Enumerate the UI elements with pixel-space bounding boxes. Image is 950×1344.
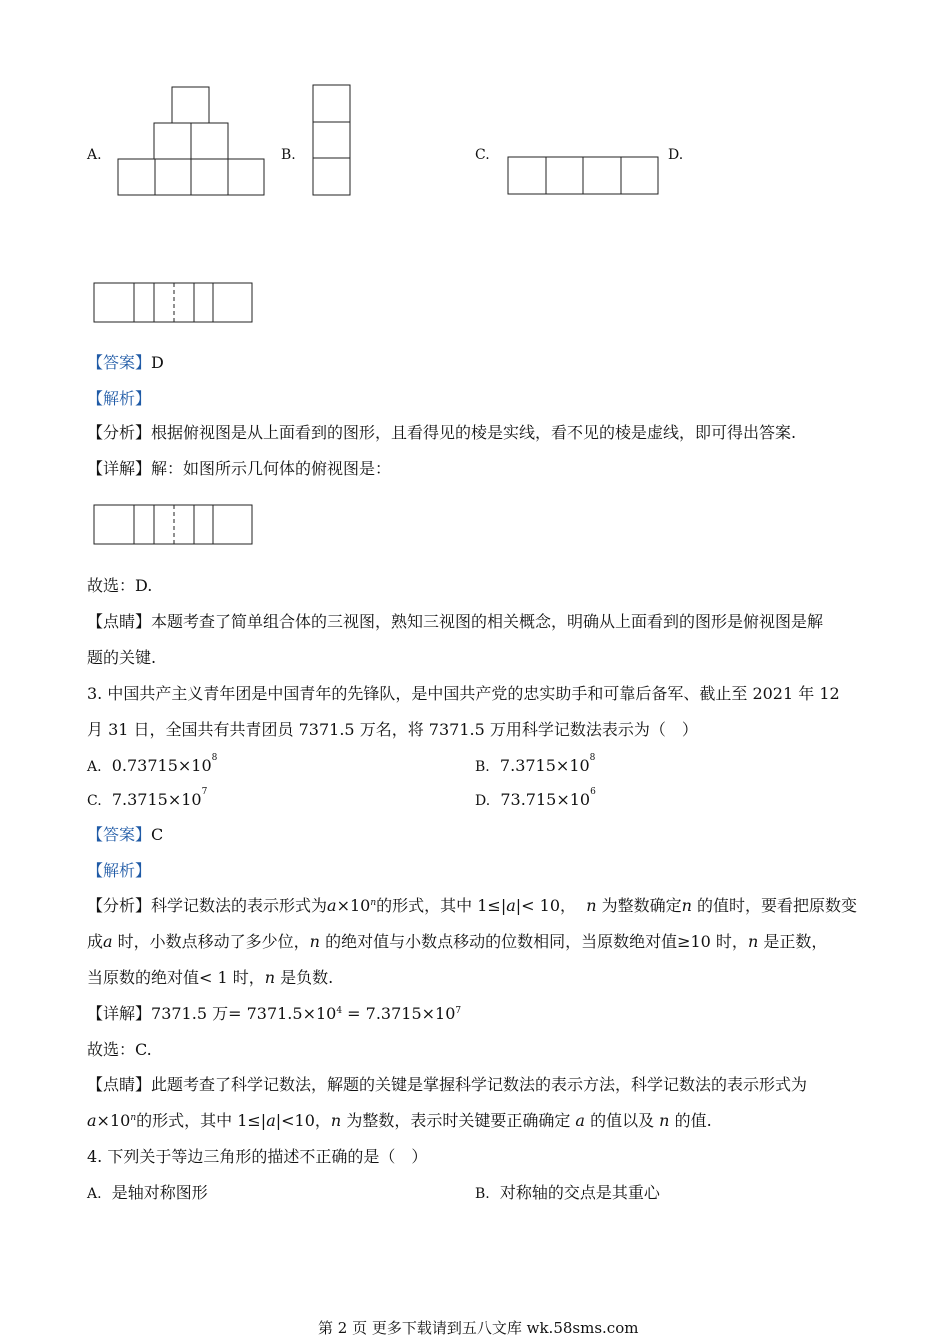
q2-dianjing-line-2: 题的关键.: [87, 648, 157, 667]
text: = 7.3715×10: [347, 1004, 456, 1023]
text: 为整数，表示时关键要正确确定: [346, 1111, 571, 1130]
option-a-figure: [118, 87, 264, 195]
dianjing-text: 此题考查了科学记数法，解题的关键是掌握科学记数法的表示方法，科学记数法的表示形式为: [151, 1075, 808, 1094]
option-c-label: C.: [475, 147, 490, 163]
xiangjie-text: 解：如图所示几何体的俯视图是：: [151, 459, 392, 478]
math-var: n: [309, 932, 320, 951]
dianjing-tag: 【点睛】: [87, 1075, 152, 1094]
q4-stem: 4. 下列关于等边三角形的描述不正确的是（ ）: [87, 1147, 428, 1166]
answer-tag: 【答案】: [87, 825, 152, 844]
text: ×10: [336, 896, 371, 915]
text: |<10，: [275, 1111, 331, 1130]
dianjing-tag: 【点睛】: [87, 612, 152, 631]
math-var: a: [87, 1111, 97, 1130]
option-label: D.: [475, 793, 491, 809]
text: 的值.: [674, 1111, 712, 1130]
q4-option-a: [87, 1183, 208, 1204]
q2-conclusion: 故选：D.: [87, 576, 153, 595]
math-exp: 4: [336, 1006, 343, 1016]
text: 为整数确定: [601, 896, 682, 915]
q3-fenxi-line-1: [87, 896, 857, 916]
option-exponent: 8: [211, 753, 218, 763]
math-var: a: [266, 1111, 276, 1130]
q3-fenxi-line-2: [87, 932, 827, 952]
option-label: A.: [87, 1186, 102, 1202]
option-d-label: D.: [668, 147, 684, 163]
answer-value: C: [151, 825, 164, 844]
math-var: n: [264, 968, 276, 987]
text: ×10: [96, 1111, 131, 1130]
q2-analysis-tag: 【解析】: [87, 389, 152, 408]
q3-option-d: [475, 787, 596, 811]
option-label: C.: [87, 793, 102, 809]
text: |< 10，: [515, 896, 577, 915]
option-text: 是轴对称图形: [111, 1183, 208, 1202]
math-var: a: [103, 932, 113, 951]
q3-stem-line-1: 3. 中国共产主义青年团是中国青年的先锋队，是中国共产党的忠实助手和可靠后备军、截止至 2021 年 12: [87, 684, 840, 703]
answer-tag: 【答案】: [87, 353, 152, 372]
q2-answer-line: [87, 353, 164, 373]
math-exp: n: [130, 1113, 137, 1123]
fenxi-tag: 【分析】: [87, 423, 152, 442]
q4-option-b: [475, 1183, 660, 1204]
math-var: n: [659, 1111, 670, 1130]
option-value: 73.715×10: [500, 790, 591, 809]
option-label: B.: [475, 759, 490, 775]
option-value: 0.73715×10: [111, 756, 212, 775]
q3-conclusion: 故选：C.: [87, 1040, 152, 1059]
text: 的值以及: [590, 1111, 655, 1130]
q2-dianjing-line-1: [87, 612, 823, 632]
text: 时，小数点移动了多少位，: [117, 932, 310, 951]
option-value: 7.3715×10: [111, 790, 202, 809]
fenxi-text: 根据俯视图是从上面看到的图形，且看得见的棱是实线，看不见的棱是虚线，即可得出答案.: [151, 423, 797, 442]
q3-option-c: [87, 787, 208, 811]
math-var: n: [747, 932, 759, 951]
q3-analysis-tag: 【解析】: [87, 861, 152, 880]
q3-stem-line-2: 月 31 日，全国共有共青团员 7371.5 万名，将 7371.5 万用科学记数法表示为（ ）: [87, 720, 698, 739]
xiangjie-tag: 【详解】: [87, 459, 152, 478]
xiangjie-tag: 【详解】: [87, 1004, 152, 1023]
text: 的绝对值与小数点移动的位数相同，当原数绝对值≥10 时，: [325, 932, 748, 951]
math-exp: 7: [455, 1006, 462, 1016]
text: 当原数的绝对值< 1 时，: [87, 968, 265, 987]
option-b-figure: [313, 85, 350, 195]
math-var: a: [506, 896, 516, 915]
math-var: n: [681, 896, 692, 915]
option-exponent: 8: [589, 753, 596, 763]
q3-xiangjie-line: [87, 1004, 461, 1024]
q3-option-a: [87, 753, 218, 777]
text: 成: [87, 932, 104, 951]
option-text: 对称轴的交点是其重心: [499, 1183, 660, 1202]
q2-xiangjie-line: [87, 459, 391, 479]
page-footer: 第 2 页 更多下载请到五八文库 wk.58sms.com: [318, 1319, 639, 1337]
math-var: a: [327, 896, 337, 915]
option-label: B.: [475, 1186, 490, 1202]
text: 是正数，: [763, 932, 828, 951]
text: 的形式，其中 1≤|: [136, 1111, 267, 1130]
answer-value: D: [151, 353, 164, 372]
math-var: n: [330, 1111, 342, 1130]
option-b-label: B.: [281, 147, 296, 163]
text: 7371.5 万= 7371.5×10: [151, 1004, 337, 1023]
math-exp: n: [370, 898, 377, 908]
q3-dianjing-line-2: [87, 1111, 712, 1131]
text: 是负数.: [280, 968, 334, 987]
math-var: a: [575, 1111, 585, 1130]
q3-fenxi-line-3: [87, 968, 333, 988]
text: 科学记数法的表示形式为: [151, 896, 328, 915]
dianjing-text: 本题考查了简单组合体的三视图，熟知三视图的相关概念，明确从上面看到的图形是俯视图是解: [151, 612, 824, 631]
text: 的形式，其中 1≤|: [376, 896, 507, 915]
fenxi-tag: 【分析】: [87, 896, 152, 915]
text: 的值时，要看把原数变: [697, 896, 858, 915]
q3-answer-line: [87, 825, 163, 845]
q3-option-b: [475, 753, 596, 777]
q2-fenxi-line: [87, 423, 796, 443]
option-c-figure: [508, 157, 658, 194]
option-value: 7.3715×10: [499, 756, 590, 775]
option-a-label: A.: [87, 147, 102, 163]
math-var: n: [586, 896, 597, 915]
option-d-figure: [94, 283, 252, 322]
solution-figure: [94, 505, 252, 544]
q3-dianjing-line-1: [87, 1075, 807, 1095]
option-exponent: 6: [590, 787, 596, 797]
option-exponent: 7: [201, 787, 208, 797]
option-label: A.: [87, 759, 102, 775]
